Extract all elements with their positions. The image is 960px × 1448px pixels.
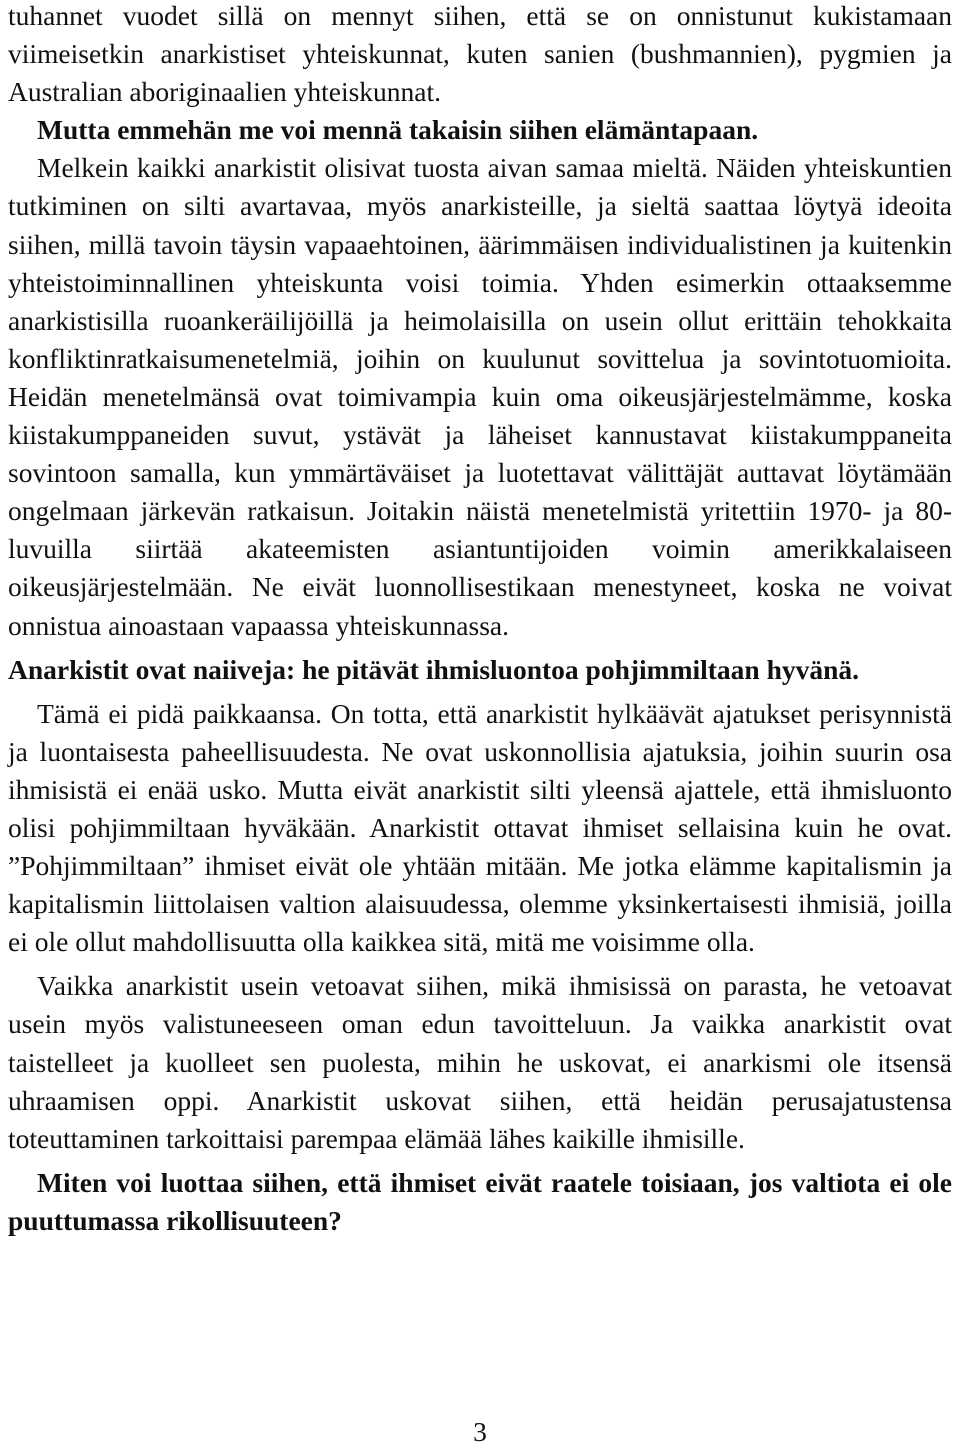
paragraph-answer-1: Melkein kaikki anarkistit olisivat tuosta aivan samaa mieltä. Näiden yhteiskuntien tutkiminen on silti avartavaa, myös anarkisteille, ja sieltä saattaa löytyä ideoita siihen, millä tavoin täysin vapaaehtoinen, äärimmäisen individualistinen ja kuitenkin yhteistoiminnallinen yhteiskunta voisi toimia. Yhden esimerkin ottaaksemme anarkistisilla ruoankeräilijöillä ja heimolaisilla on usein ollut erittäin tehokkaita konfliktinratkaisumenetelmiä, joihin on kuulunut sovittelua ja sovintotuomioita. Heidän menetelmänsä ovat toimivampia kuin oma oikeusjärjestelmämme, koska kiistakumppaneiden suvut, ystävät ja läheiset kannustavat kiistakumppaneita sovintoon samalla, kun ymmärtäväiset ja luotettavat välittäjät auttavat löytämään ongelmaan järkevän ratkaisun. Joitakin näistä menetelmistä yritettiin 1970- ja 80-luvuilla siirtää akateemisten asiantuntijoiden voimin amerikkalaiseen oikeusjärjestelmään. Ne eivät luonnollisestikaan menestyneet, koska ne voivat onnistua ainoastaan vapaassa yhteiskunnassa.: [8, 152, 952, 641]
page-number: 3: [473, 1416, 487, 1447]
body-text: [8, 0, 952, 1240]
paragraph-continuation: tuhannet vuodet sillä on mennyt siihen, että se on onnistunut kukistamaan viimeisetkin anarkistiset yhteiskunnat, kuten sanien (bushmannien), pygmien ja Australian aboriginaalien yhteiskunnat.: [8, 0, 952, 108]
heading-question-return-to-past: Mutta emmehän me voi mennä takaisin siihen elämäntapaan.: [37, 114, 759, 146]
paragraph-answer-2: Tämä ei pidä paikkaansa. On totta, että anarkistit hylkäävät ajatukset perisynnistä ja luontaisesta paheellisuudesta. Ne ovat uskonnollisia ajatuksia, joihin suurin osa ihmisistä ei enää usko. Mutta eivät anarkistit silti yleensä ajattele, että ihmisluonto olisi pohjimmiltaan hyväkään. Anarkistit ottavat ihmiset sellaisina kuin he ovat. ”Pohjimmiltaan” ihmiset eivät ole yhtään mitään. Me jotka elämme kapitalismin ja kapitalismin liittolaisen valtion alaisuudessa, olemme yksinkertaisesti ihmisiä, joilla ei ole ollut mahdollisuutta olla kaikkea sitä, mitä me voisimme olla.: [8, 697, 952, 958]
heading-question-crime: Miten voi luottaa siihen, että ihmiset eivät raatele toisiaan, jos valtiota ei ole puuttumassa rikollisuuteen?: [8, 1166, 952, 1236]
paragraph-answer-3: Vaikka anarkistit usein vetoavat siihen, mikä ihmisissä on parasta, he vetoavat usein myös valistuneeseen oman edun tavoitteluun. Ja vaikka anarkistit ovat taistelleet ja kuolleet sen puolesta, mihin he uskovat, ei anarkismi ole itsensä uhraamisen oppi. Anarkistit uskovat siihen, että heidän perusajatustensa toteuttaminen tarkoittaisi parempaa elämää lähes kaikille ihmisille.: [8, 970, 952, 1154]
heading-question-human-nature: Anarkistit ovat naiiveja: he pitävät ihmisluontoa pohjimmiltaan hyvänä.: [8, 653, 860, 685]
